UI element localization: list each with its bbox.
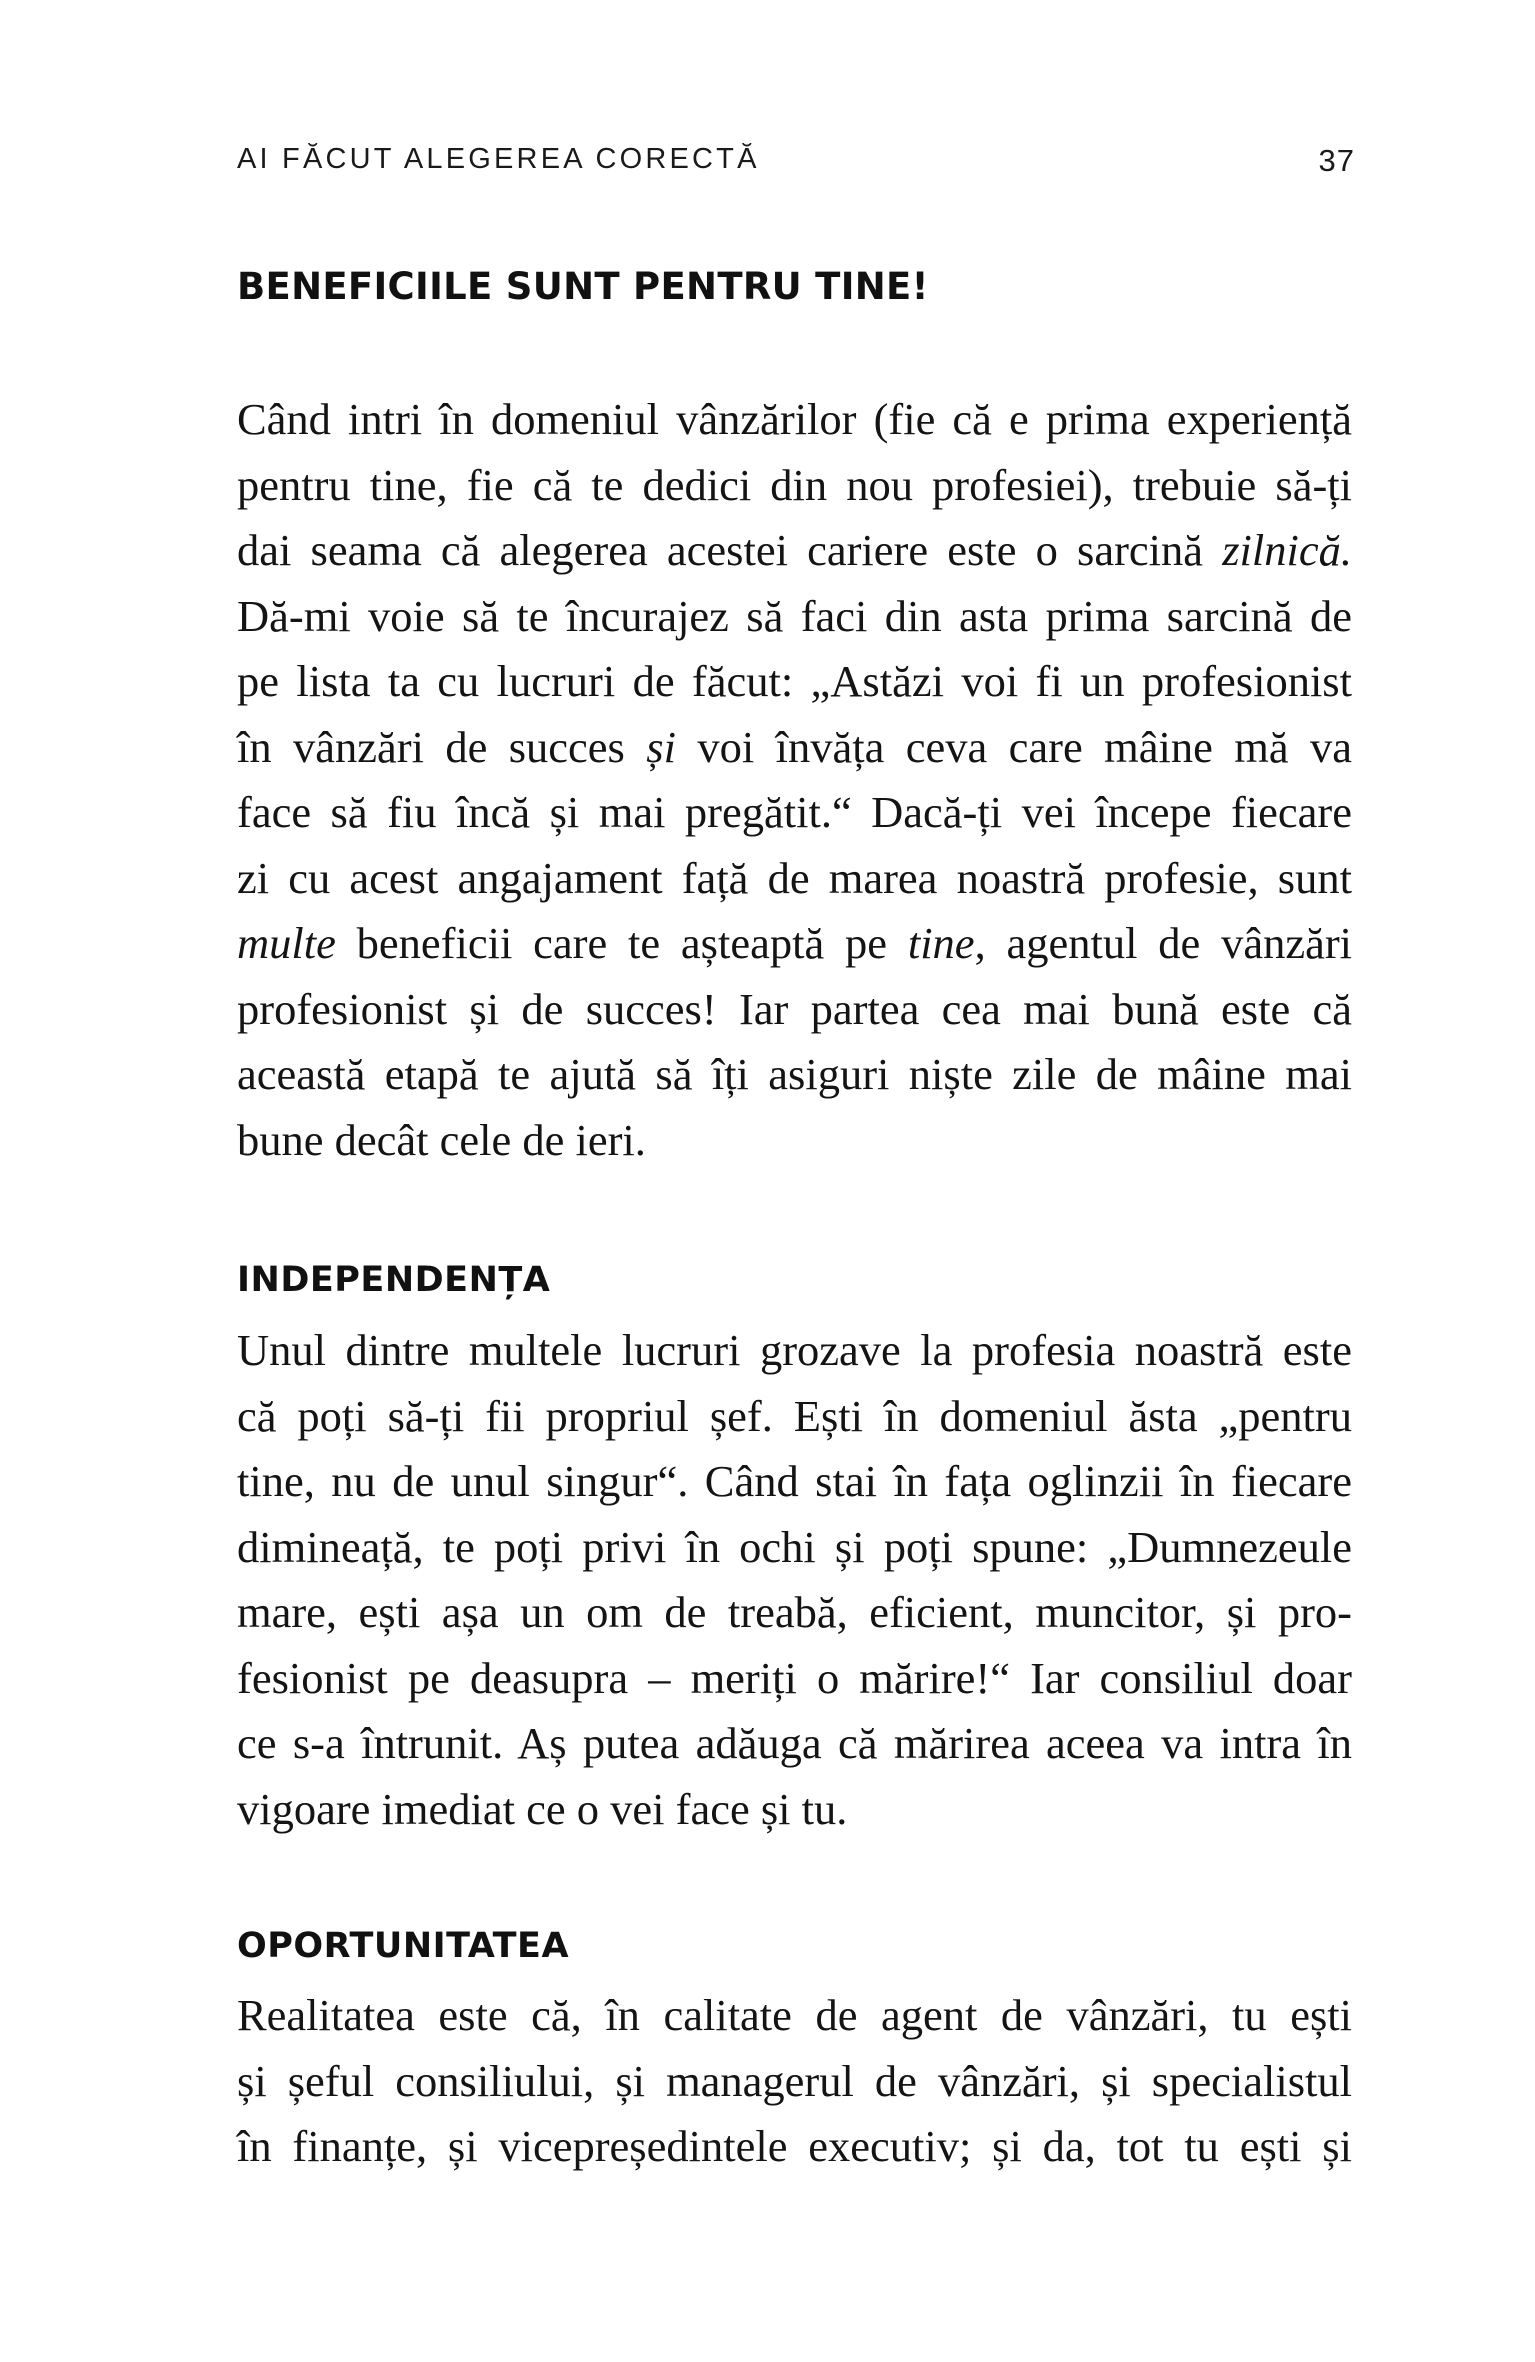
section-heading-beneficii: BENEFICIILE SUNT PENTRU TINE! (237, 265, 929, 308)
text-line: pe lista ta cu lucruri de făcut: „Astăzi voi fi un profesionist (237, 656, 1352, 706)
text-segment: voi învăța ceva care mâine mă va (675, 721, 1352, 772)
text-line: această etapă te ajută să îți asiguri niște zile de mâine mai (237, 1049, 1352, 1099)
text-line: Unul dintre multele lucruri grozave la profesia noastră este (237, 1325, 1352, 1375)
text-line: în finanțe, și vicepreședintele executiv; și da, tot tu ești și (237, 2121, 1352, 2171)
text-segment: , agentul de vânzări (974, 918, 1353, 968)
text-line: face să fiu încă și mai pregătit.“ Dacă-ți vei începe fiecare (237, 787, 1352, 837)
text-line: pentru tine, fie că te dedici din nou profesiei), trebuie să-ți (237, 459, 1352, 510)
section-heading-oportunitatea: OPORTUNITATEA (237, 1926, 570, 1966)
section-heading-independenta: INDEPENDENȚA (237, 1260, 551, 1300)
text-line: Dă-mi voie să te încurajez să faci din asta prima sarcină de (237, 590, 1352, 641)
text-line: mare, ești așa un om de treabă, eficient, muncitor, și pro- (237, 1587, 1352, 1637)
text-line (237, 911, 1352, 977)
text-line: Când intri în domeniul vânzărilor (fie că e prima experiență (237, 394, 1352, 444)
text-line: fesionist pe deasupra – meriți o mărire!“ Iar consiliul doar (237, 1652, 1352, 1703)
italic-word: zilnică. (1222, 525, 1352, 575)
page-number: 37 (1318, 143, 1355, 178)
text-segment: beneficii care te așteaptă pe (335, 918, 908, 968)
text-line: tine, nu de unul singur“. Când stai în fața oglinzii în fiecare (237, 1456, 1352, 1506)
paragraph-oportunitatea (237, 1983, 1352, 2180)
text-line: vigoare imediat ce o vei face și tu. (237, 1783, 848, 1834)
text-segment: în vânzări de succes (237, 721, 647, 772)
text-segment: dai seama că alegerea acestei cariere este o sarcină (237, 525, 1223, 575)
paragraph-independenta (237, 1318, 1352, 1842)
running-header-title: AI FĂCUT ALEGEREA CORECTĂ (237, 143, 760, 175)
text-line: profesionist și de succes! Iar partea cea mai bună este că (237, 983, 1352, 1034)
italic-word: tine (907, 918, 975, 968)
paragraph-beneficii (237, 387, 1352, 1173)
text-line: că poți să-ți fii propriul șef. Ești în domeniul ăsta „pentru (237, 1390, 1352, 1441)
text-line: dimineață, te poți privi în ochi și poți spune: „Dumnezeule (237, 1521, 1352, 1572)
text-line: zi cu acest angajament față de marea noastră profesie, sunt (237, 852, 1352, 903)
italic-word: și (646, 721, 676, 772)
text-line (237, 518, 1352, 584)
text-line: bune decât cele de ieri. (237, 1114, 646, 1165)
text-line: ce s-a întrunit. Aș putea adăuga că mărirea aceea va intra în (237, 1718, 1352, 1768)
text-line (237, 715, 1352, 781)
italic-word: multe (237, 918, 336, 968)
text-line: Realitatea este că, în calitate de agent de vânzări, tu ești (237, 1990, 1352, 2040)
text-line: și șeful consiliului, și managerul de vânzări, și specialistul (237, 2055, 1352, 2106)
